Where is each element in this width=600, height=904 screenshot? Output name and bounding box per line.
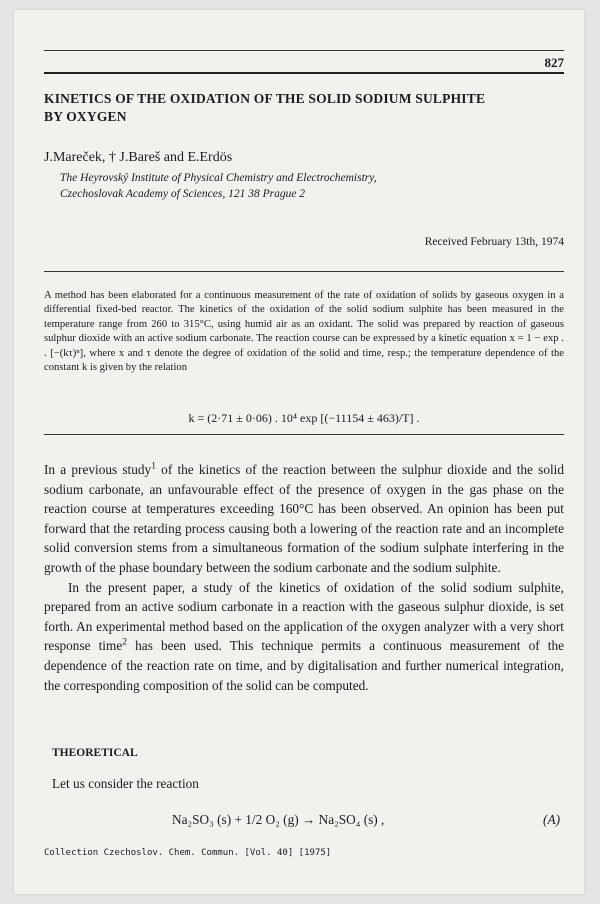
paragraph-2-start: In the present paper, a study of the kinetics of oxidation of the solid sodium sulphite, prepared from an active sodium carbonate in a reaction with the gaseous sulphur dioxide, is set forth. An experimental method based on the application of the oxygen analyzer with a very short response time	[44, 579, 564, 654]
footer-citation: Collection Czechoslov. Chem. Commun. [Vol. 40] [1975]	[44, 848, 332, 858]
abstract-top-rule	[44, 271, 564, 272]
affiliation	[60, 170, 540, 202]
equation-label: (A)	[543, 812, 560, 827]
affiliation-line-2: Czechoslovak Academy of Sciences, 121 38 Prague 2	[60, 188, 306, 200]
journal-page	[14, 10, 584, 894]
paragraph-2	[44, 578, 564, 696]
abstract	[44, 289, 564, 375]
body-text	[44, 460, 564, 695]
abstract-bottom-rule	[44, 434, 564, 435]
reference-1: 1	[151, 460, 156, 472]
title-line-2: BY OXYGEN	[44, 109, 127, 124]
equation-text: Na₂SO₃ (s) + 1/2 O₂ (g) → Na₂SO₄ (s) ,	[172, 812, 385, 827]
section-heading: THEORETICAL	[52, 747, 138, 759]
top-rule	[44, 50, 564, 51]
header-rule	[44, 72, 564, 74]
received-date: Received February 13th, 1974	[424, 236, 564, 248]
paragraph-1	[44, 460, 564, 578]
paragraph-1-start: In a previous study	[44, 462, 152, 477]
paragraph-1-rest: of the kinetics of the reaction between the sulphur dioxide and the solid sodium carbonate, an unfavourable effect of the presence of oxygen in the gas phase on the reaction course at temperatures exceeding 160°C has been observed. An opinion has been put forward that the retarding process causing both a lowering of the reaction rate and an incomplete solid conversion stems from a simultaneous formation of the sodium sulphate interfering in the growth of the phase boundary between the sodium carbonate and the sodium sulphite.	[44, 462, 564, 575]
section-intro: Let us consider the reaction	[52, 776, 199, 791]
paragraph-2-rest: has been used. This technique permits a continuous measurement of the dependence of the reaction rate on time, and by digitalisation and further numerical integration, the corresponding composition of the solid can be computed.	[44, 638, 565, 693]
title-line-1: KINETICS OF THE OXIDATION OF THE SOLID SODIUM SULPHITE	[44, 91, 486, 106]
page-number: 827	[544, 55, 564, 70]
article-title	[44, 90, 564, 126]
affiliation-line-1: The Heyrovský Institute of Physical Chemistry and Electrochemistry,	[60, 172, 377, 184]
author-list: J.Mareček, † J.Bareš and E.Erdös	[44, 150, 233, 165]
abstract-text: A method has been elaborated for a continuous measurement of the rate of oxidation of solids by gaseous oxygen in a differential fixed-bed reactor. The kinetics of the oxidation of the solid sodium sulphite has been measured in the temperature range from 260 to 315°C, using humid air as an oxidant. The solid was prepared by reaction of gaseous sulphur dioxide with an active sodium carbonate. The reaction course can be expressed by a kinetic equation x = 1 − exp . . [−(kτ)ⁿ], where x and τ denote the degree of oxidation of the solid and time, resp.; the temperature dependence of the constant k is given by the relation	[44, 290, 564, 374]
reference-2: 2	[122, 636, 128, 648]
abstract-formula: k = (2·71 ± 0·06) . 10⁴ exp [(−11154 ± 463)/T] .	[188, 411, 420, 425]
